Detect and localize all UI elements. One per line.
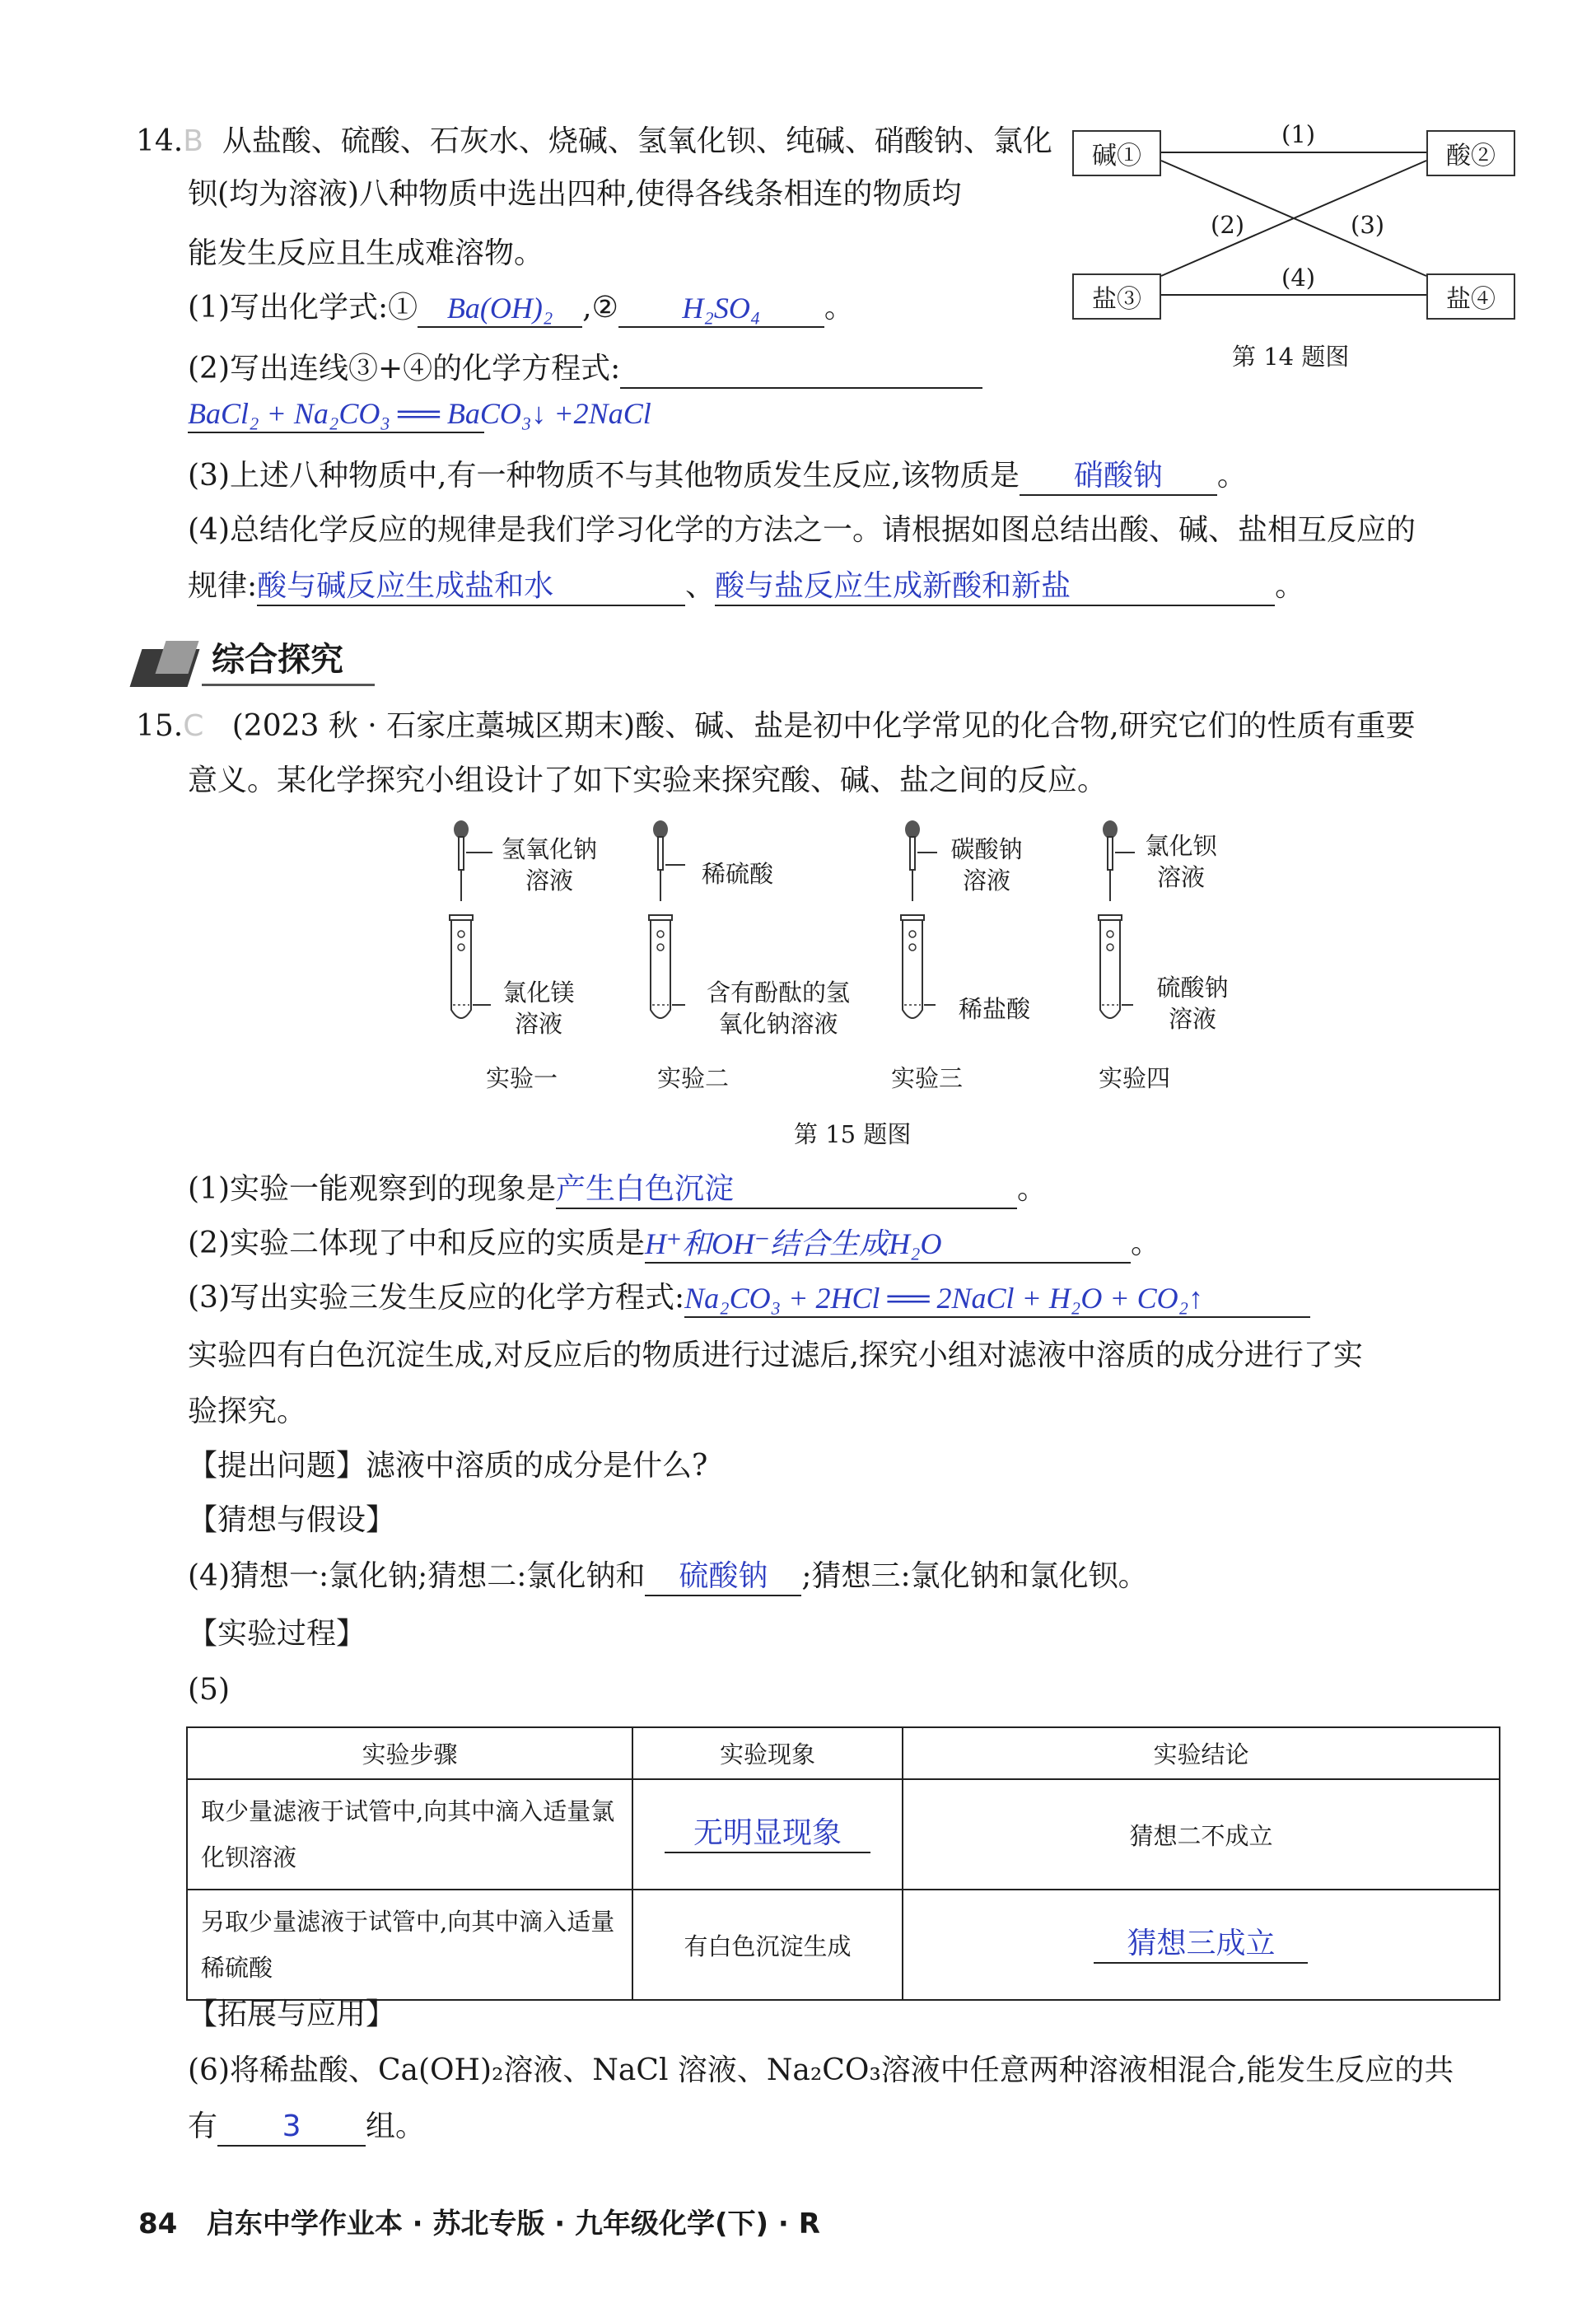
q15-figure-caption: 第 15 题图 — [794, 1120, 912, 1148]
q15-stem-2: 意义。某化学探究小组设计了如下实验来探究酸、碱、盐之间的反应。 — [188, 764, 1108, 797]
q15-line1 — [136, 707, 1416, 746]
q15-guess-label: 【猜想与假设】 — [188, 1503, 396, 1537]
exp2-name: 实验二 — [657, 1064, 730, 1092]
q14-part4-line1: (4)总结化学反应的规律是我们学习化学的方法之一。请根据如图总结出酸、碱、盐相互反应的 — [188, 513, 1416, 547]
q15-process-label: 【实验过程】 — [188, 1617, 366, 1651]
section-title: 综合探究 — [212, 641, 343, 679]
diagram-box-salt4: 盐④ — [1426, 273, 1515, 320]
q15-exp4-text-1: 实验四有白色沉淀生成,对反应后的物质进行过滤后,探究小组对滤液中溶质的成分进行了实 — [188, 1339, 1363, 1372]
exp3-name: 实验三 — [891, 1064, 964, 1092]
table-cell-step: 另取少量滤液于试管中,向其中滴入适量稀硫酸 — [187, 1890, 632, 2000]
q14-answer-equation: BaCl₂ + Na₂CO₃ ══ BaCO₃↓ +2NaCl — [188, 395, 484, 433]
table-header: 实验步骤 — [187, 1727, 632, 1779]
q15-answer-2: H⁺和OH⁻结合生成H₂O — [645, 1226, 1131, 1264]
page-footer — [138, 2201, 820, 2241]
q14-line1 — [136, 122, 1052, 161]
q15-part4: (4)猜想一:氯化钠;猜想二:氯化钠和 硫酸钠 ;猜想三:氯化钠和氯化钡。 — [188, 1557, 1148, 1596]
diagram-label-2: (2) — [1211, 211, 1245, 239]
q15-answer-5b: 猜想三成立 — [1094, 1926, 1308, 1964]
diagram-box-acid: 酸② — [1426, 130, 1515, 176]
q14-part2-answer-line — [188, 394, 651, 433]
table-cell-step: 取少量滤液于试管中,向其中滴入适量氯化钡溶液 — [187, 1779, 632, 1890]
q14-part3: (3)上述八种物质中,有一种物质不与其他物质发生反应,该物质是 硝酸钠 。 — [188, 456, 1247, 496]
q15-answer-3: Na₂CO₃ + 2HCl ══ 2NaCl + H₂O + CO₂↑ — [684, 1280, 1310, 1318]
q14-stem-1: 从盐酸、硫酸、石灰水、烧碱、氢氧化钡、纯碱、硝酸钠、氯化 — [222, 124, 1052, 158]
q15-part2: (2)实验二体现了中和反应的实质是H⁺和OH⁻结合生成H₂O 。 — [188, 1224, 1160, 1264]
exp1-dropper-label: 氢氧化钠 溶液 — [501, 835, 597, 895]
experiment-table — [186, 1726, 1500, 2001]
section-heading — [136, 634, 383, 689]
q15-exp4-text-2: 验探究。 — [188, 1395, 307, 1428]
q15-answer-6: 3 — [217, 2109, 366, 2147]
q14-answer-4a: 酸与碱反应生成盐和水 — [257, 568, 685, 606]
q15-part5-label: (5) — [188, 1673, 230, 1707]
exp4-dropper-label: 氯化钡 溶液 — [1145, 832, 1217, 891]
q14-answer-1: Ba(OH)₂ — [418, 290, 582, 328]
table-cell-conclusion — [903, 1890, 1500, 2000]
exp3-tube-label: 稀盐酸 — [959, 995, 1031, 1023]
q14-answer-4b: 酸与盐反应生成新酸和新盐 — [715, 568, 1275, 606]
table-cell-phenomenon — [632, 1779, 903, 1890]
q15-mark: C — [183, 709, 204, 743]
book-title: 启东中学作业本 · 苏北专版 · 九年级化学(下) · R — [206, 2208, 820, 2240]
q15-answer-5a: 无明显现象 — [665, 1815, 870, 1853]
q15-part1: (1)实验一能观察到的现象是产生白色沉淀 。 — [188, 1170, 1047, 1209]
diagram-label-3: (3) — [1351, 211, 1385, 239]
q14-answer-3: 硝酸钠 — [1020, 458, 1217, 496]
page-number: 84 — [138, 2208, 178, 2240]
q14-mark: B — [183, 124, 203, 158]
table-header-row — [187, 1727, 1500, 1779]
exp4-name: 实验四 — [1099, 1064, 1171, 1092]
experiment-1-apparatus — [450, 820, 492, 1018]
q14-part1: (1)写出化学式:① Ba(OH)₂ ,② H₂SO₄ 。 — [188, 288, 854, 328]
exp2-tube-label: 含有酚酞的氢 氧化钠溶液 — [706, 979, 850, 1038]
table-row — [187, 1890, 1500, 2000]
q15-answer-1: 产生白色沉淀 — [556, 1171, 1017, 1209]
q15-extend-label: 【拓展与应用】 — [188, 1997, 396, 2031]
exp1-tube-label: 氯化镁 溶液 — [502, 979, 575, 1038]
diagram-box-salt3: 盐③ — [1072, 273, 1161, 320]
q15-part6: 有 3 组。 — [188, 2107, 425, 2147]
experiment-4-apparatus — [1099, 820, 1135, 1018]
diagram-box-base: 碱① — [1072, 130, 1161, 176]
q14-stem-2: 钡(均为溶液)八种物质中选出四种,使得各线条相连的物质均 — [188, 177, 962, 211]
q14-part2: (2)写出连线③+④的化学方程式: — [188, 349, 982, 389]
exp1-name: 实验一 — [486, 1064, 558, 1092]
table-header: 实验结论 — [903, 1727, 1500, 1779]
diagram-label-1: (1) — [1281, 120, 1316, 148]
q14-number: 14. — [136, 124, 184, 158]
exp4-tube-label: 硫酸钠 溶液 — [1156, 974, 1229, 1033]
q15-part6-line1: (6)将稀盐酸、Ca(OH)₂溶液、NaCl 溶液、Na₂CO₃溶液中任意两种溶液相混合,能发生反应的共 — [188, 2053, 1454, 2087]
experiment-2-apparatus — [649, 820, 685, 1018]
q15-stem-1: (2023 秋 · 石家庄藁城区期末)酸、碱、盐是初中化学常见的化合物,研究它们的性质有重要 — [231, 709, 1416, 743]
q14-part4: 规律:酸与碱反应生成盐和水 、酸与盐反应生成新酸和新盐 。 — [188, 567, 1304, 606]
table-row — [187, 1779, 1500, 1890]
table-cell-conclusion: 猜想二不成立 — [903, 1779, 1500, 1890]
q15-number: 15. — [136, 709, 184, 743]
table-cell-phenomenon: 有白色沉淀生成 — [632, 1890, 903, 2000]
q15-question-label: 【提出问题】滤液中溶质的成分是什么? — [188, 1449, 708, 1483]
q14-stem-3: 能发生反应且生成难溶物。 — [188, 236, 544, 270]
exp3-dropper-label: 碳酸钠 溶液 — [950, 835, 1023, 895]
q15-answer-4: 硫酸钠 — [645, 1558, 801, 1596]
table-header: 实验现象 — [632, 1727, 903, 1779]
experiment-3-apparatus — [901, 820, 937, 1018]
exp2-dropper-label: 稀硫酸 — [702, 860, 774, 888]
q15-part3: (3)写出实验三发生反应的化学方程式:Na₂CO₃ + 2HCl ══ 2NaCl + H₂O + CO₂↑ — [188, 1278, 1310, 1318]
diagram-label-4: (4) — [1281, 264, 1316, 292]
q14-caption: 第 14 题图 — [1232, 343, 1350, 371]
q14-answer-2: H₂SO₄ — [618, 290, 824, 328]
